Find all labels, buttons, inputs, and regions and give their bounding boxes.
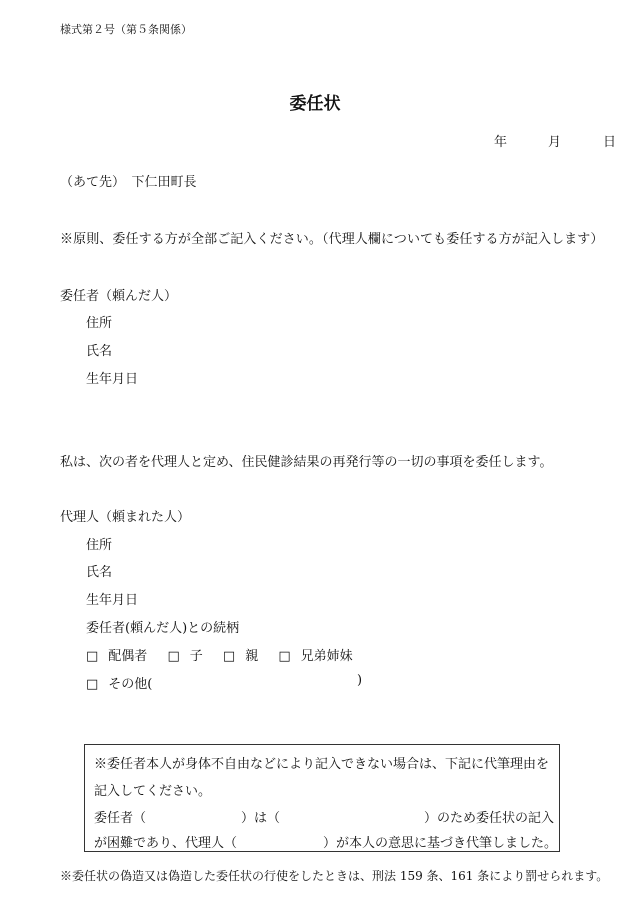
principal-name-label: 氏名	[86, 344, 113, 359]
principal-heading: 委任者（頼んだ人）	[60, 289, 178, 304]
date-month-label: 月	[548, 135, 562, 150]
agent-heading: 代理人（頼まれた人）	[60, 510, 191, 525]
delegation-statement: 私は、次の者を代理人と定め、住民健診結果の再発行等の一切の事項を委任します。	[60, 455, 553, 470]
page-title: 委任状	[289, 94, 341, 114]
checkbox-spouse[interactable]: □	[86, 649, 99, 664]
instruction-note: ※原則、委任する方が全部ご記入ください。（代理人欄についても委任する方が記入します）	[60, 232, 604, 247]
option-child-label: 子	[189, 649, 203, 664]
option-other-label: その他(	[108, 677, 153, 692]
agent-birthdate-label: 生年月日	[86, 593, 139, 608]
proxy-box-agent-prefix: が困難であり、代理人（	[94, 836, 238, 851]
option-other-close: )	[357, 673, 363, 688]
checkbox-child[interactable]: □	[167, 649, 180, 664]
proxy-box-agent-suffix: ）が本人の意思に基づき代筆しました。	[323, 836, 558, 851]
option-spouse-label: 配偶者	[108, 649, 148, 664]
addressee: （あて先） 下仁田町長	[60, 175, 197, 190]
form-number: 様式第２号（第５条関係）	[60, 23, 192, 36]
relationship-other	[86, 673, 152, 692]
date-day-label: 日	[603, 135, 617, 150]
agent-relationship-label: 委任者(頼んだ人)との続柄	[86, 621, 240, 636]
proxy-box-line-2: 記入してください。	[94, 784, 212, 799]
agent-name-label: 氏名	[86, 565, 113, 580]
option-sibling-label: 兄弟姉妹	[300, 649, 353, 664]
proxy-box-principal-prefix: 委任者（	[94, 811, 147, 826]
checkbox-other[interactable]: □	[86, 677, 99, 692]
proxy-box-reason-suffix: ）のため委任状の記入	[424, 811, 555, 826]
proxy-box-reason-prefix: ）は（	[241, 811, 281, 826]
checkbox-sibling[interactable]: □	[278, 649, 291, 664]
proxy-box-line-1: ※委任者本人が身体不自由などにより記入できない場合は、下記に代筆理由を	[94, 757, 550, 772]
legal-warning: ※委任状の偽造又は偽造した委任状の行使をしたときは、刑法 159 条、161 条により罰せられます。	[60, 869, 609, 883]
checkbox-parent[interactable]: □	[222, 649, 236, 664]
agent-address-label: 住所	[86, 538, 113, 553]
option-parent-label: 親	[245, 649, 259, 664]
proxy-writing-box	[84, 744, 560, 852]
date-year-label: 年	[494, 135, 508, 150]
principal-birthdate-label: 生年月日	[86, 372, 139, 387]
principal-address-label: 住所	[86, 316, 113, 331]
relationship-options	[86, 645, 353, 664]
